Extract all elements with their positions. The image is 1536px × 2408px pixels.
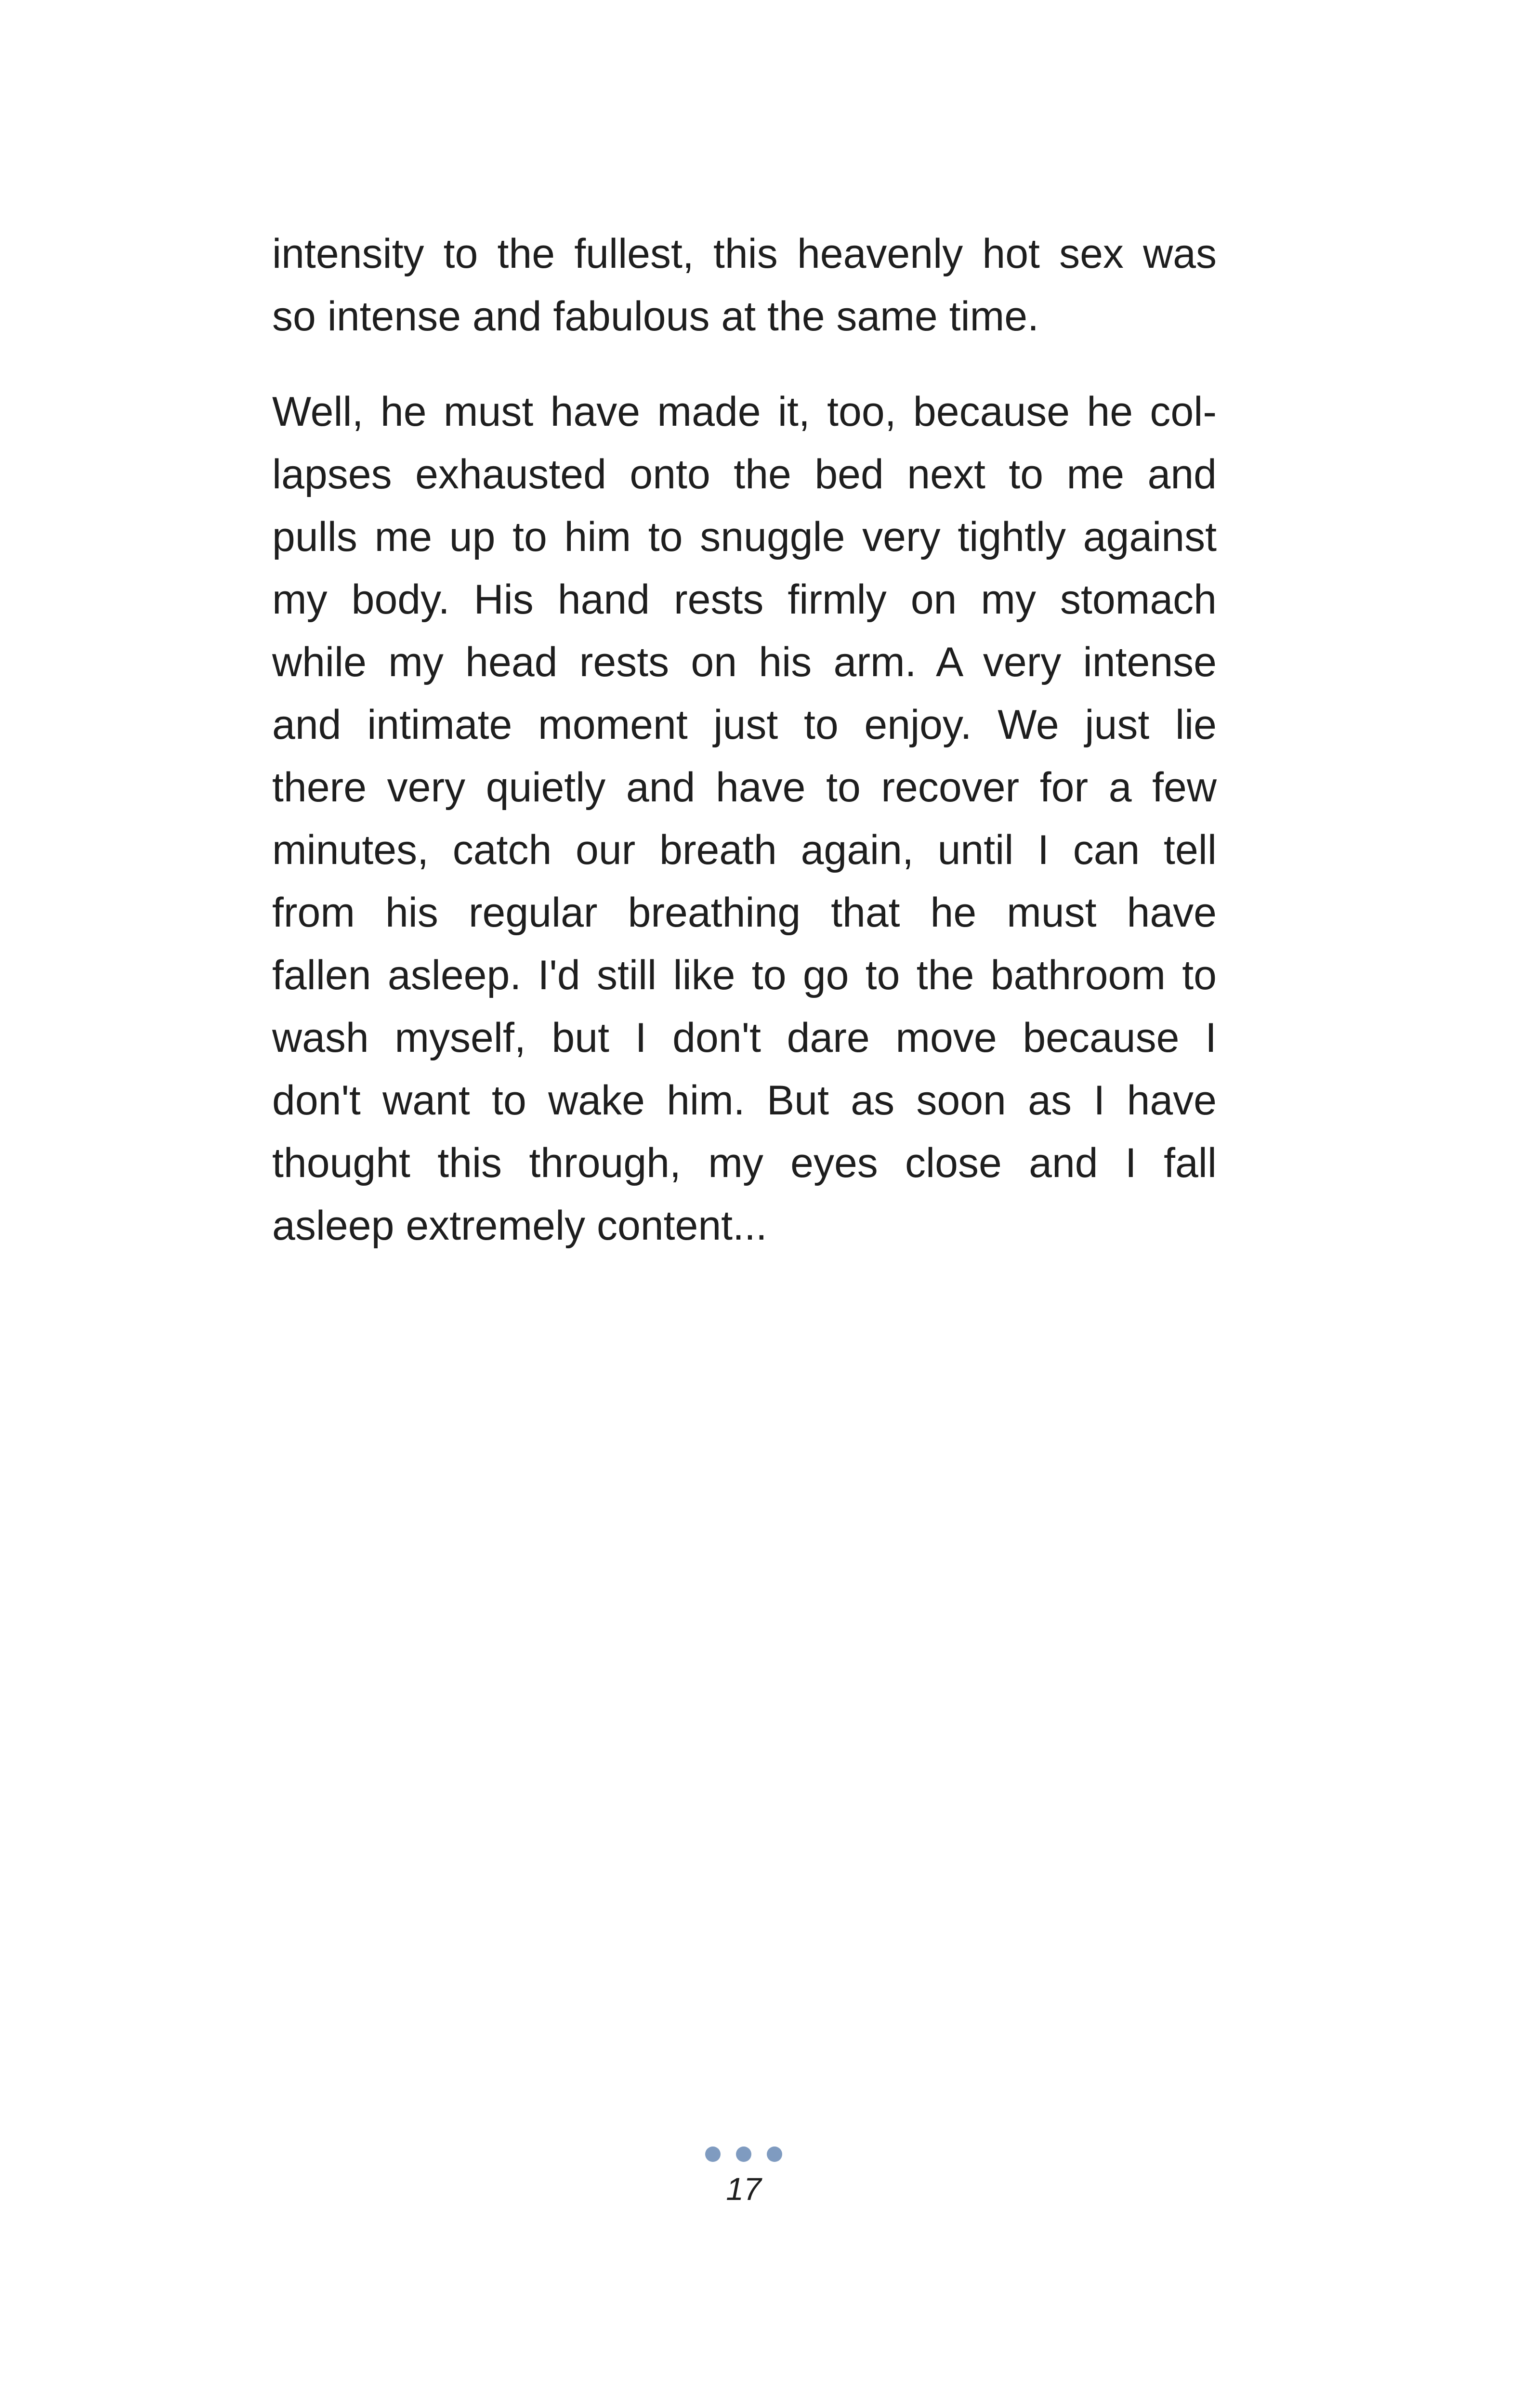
ornament-dot-icon — [705, 2146, 721, 2162]
text-line: so intense and fabulous at the same time. — [272, 293, 1039, 340]
text-line: from his regular breathing that he must have — [272, 890, 1217, 936]
page-ornament-dots — [705, 2146, 782, 2163]
text-line: fallen asleep. I'd still like to go to the bathroom to — [272, 952, 1217, 998]
ornament-dot-icon — [736, 2146, 751, 2162]
text-line: minutes, catch our breath again, until I can tell — [272, 827, 1217, 873]
text-line: and intimate moment just to enjoy. We just lie — [272, 702, 1217, 748]
text-line: while my head rests on his arm. A very intense — [272, 639, 1217, 685]
ornament-dot-icon — [767, 2146, 782, 2162]
page-number: 17 — [726, 2171, 761, 2207]
text-line: pulls me up to him to snuggle very tightly against — [272, 514, 1217, 560]
text-line: there very quietly and have to recover for a few — [272, 764, 1217, 811]
text-line: wash myself, but I don't dare move because I — [272, 1015, 1217, 1061]
text-line: Well, he must have made it, too, because he col- — [272, 389, 1217, 435]
text-line: lapses exhausted onto the bed next to me and — [272, 451, 1217, 497]
paragraph-2 — [272, 380, 1217, 1257]
text-line: thought this through, my eyes close and I fall — [272, 1140, 1217, 1186]
text-line: intensity to the fullest, this heavenly hot sex was — [272, 231, 1217, 277]
text-line: my body. His hand rests firmly on my stomach — [272, 576, 1217, 623]
paragraph-1 — [272, 222, 1217, 348]
text-line: asleep extremely content... — [272, 1203, 767, 1249]
text-line: don't want to wake him. But as soon as I have — [272, 1077, 1217, 1124]
